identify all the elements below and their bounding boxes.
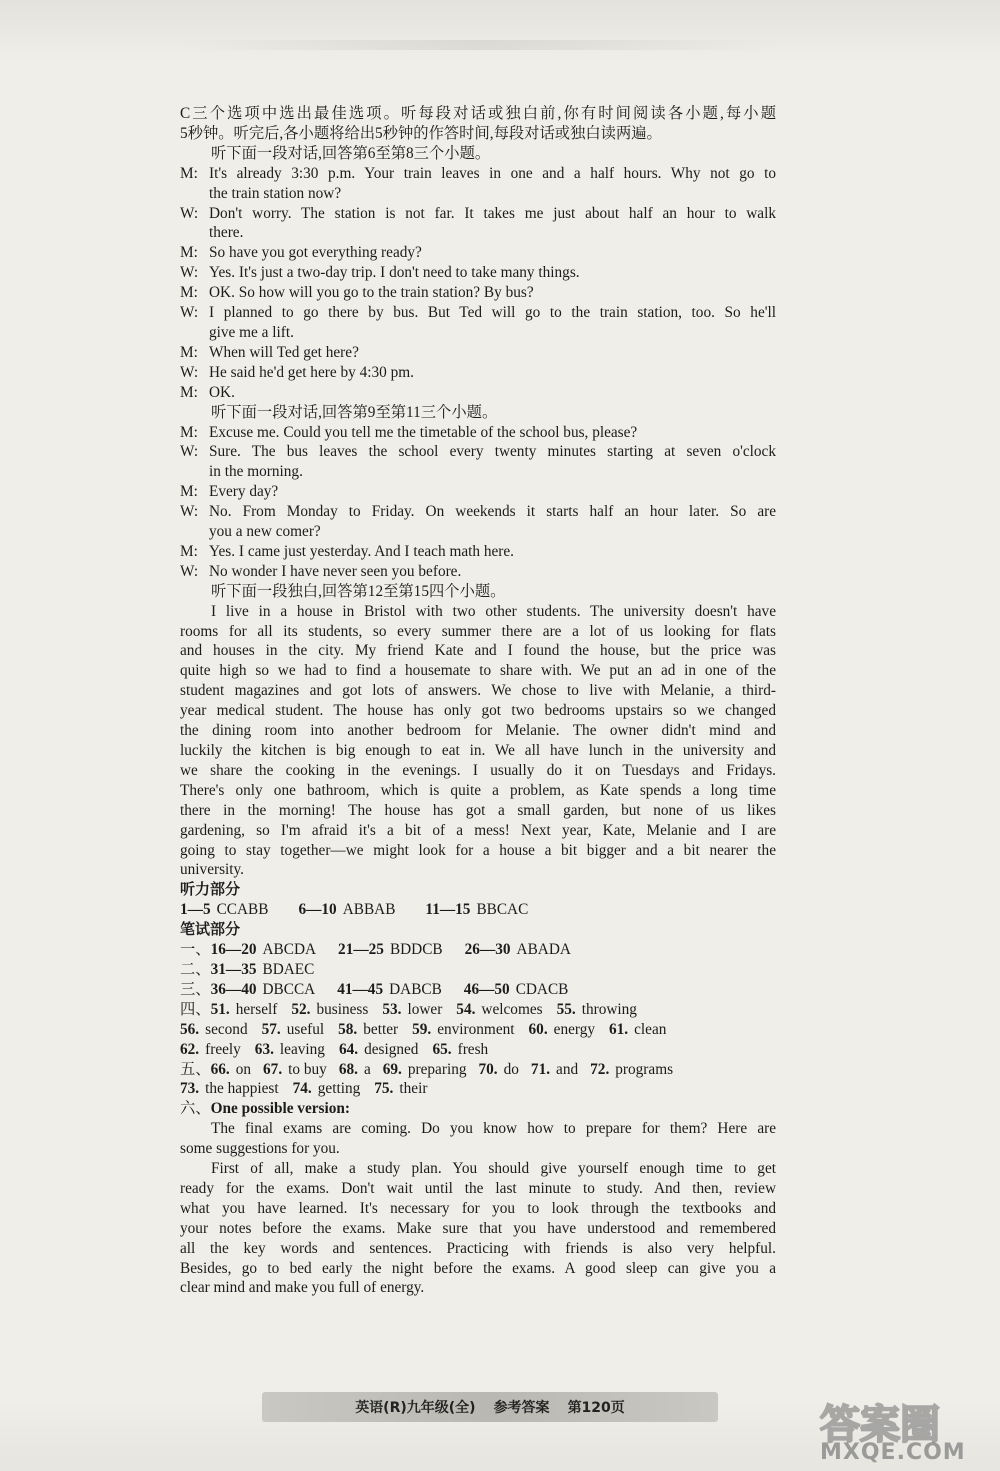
footer-subject: 英语(R)九年级(全) xyxy=(355,1400,476,1416)
answer-key: 59. xyxy=(412,1020,432,1038)
answer-value: energy xyxy=(553,1020,595,1038)
answer-value: the happiest xyxy=(205,1080,279,1098)
dialogue-text: Don't worry. The station is not far. It takes me just about half an hour to walk xyxy=(209,204,776,222)
writing-section-title: 笔试部分 xyxy=(180,920,241,939)
dialogue-line xyxy=(180,423,776,443)
answer-group xyxy=(263,1060,327,1080)
speaker-label: M: xyxy=(180,284,198,302)
dialogue-1 xyxy=(180,164,776,403)
essay-line: The final exams are coming. Do you know how to prepare for them? Here are xyxy=(211,1120,776,1138)
part-2-answers xyxy=(180,960,776,980)
essay-line: Besides, go to bed early the night before the exams. A good sleep can give you a xyxy=(180,1259,776,1277)
essay-line: what you have learned. It's necessary for you to look through the textbooks and xyxy=(180,1199,776,1217)
answer-group xyxy=(425,900,528,920)
dialogue-text: He said he'd get here by 4:30 pm. xyxy=(209,363,414,381)
answer-value: on xyxy=(235,1060,252,1078)
monologue-line: and houses in the city. My friend Kate and I found the house, but the price was xyxy=(180,642,776,660)
intro-line-3: 听下面一段对话,回答第6至第8三个小题。 xyxy=(211,144,491,162)
answer-group xyxy=(291,1000,368,1020)
part-4-answers-row-2 xyxy=(180,1020,776,1040)
answer-key: 72. xyxy=(590,1060,610,1078)
answer-value: designed xyxy=(364,1040,419,1058)
answer-group xyxy=(383,1060,467,1080)
speaker-label: M: xyxy=(180,383,198,401)
monologue-line: year medical student. The house has only got two bedrooms upstairs so we changed xyxy=(180,702,776,720)
dialogue-text: the train station now? xyxy=(209,184,342,202)
answer-key: 55. xyxy=(556,1000,576,1018)
answer-key: 36—40 xyxy=(210,980,257,998)
dialogue-line xyxy=(180,184,776,204)
answer-group xyxy=(180,980,315,1000)
answer-key: 73. xyxy=(180,1080,200,1098)
monologue-line: I live in a house in Bristol with two other students. The university doesn't have xyxy=(211,602,776,620)
monologue-line: the dining room into another bedroom for Melanie. The owner didn't mind and xyxy=(180,722,776,740)
answer-value: a xyxy=(363,1060,371,1078)
dialogue-line xyxy=(180,164,776,184)
intro-monologue: 听下面一段独白,回答第12至第15四个小题。 xyxy=(211,582,506,600)
part-5-answers-row-2 xyxy=(180,1079,776,1099)
essay-line: all the key words and sentences. Practicing with friends is also very helpful. xyxy=(180,1239,776,1257)
part-label: 二、 xyxy=(180,960,211,978)
answer-key: 56. xyxy=(180,1020,200,1038)
answer-key: 68. xyxy=(338,1060,358,1078)
answer-key: 41—45 xyxy=(337,980,384,998)
dialogue-line xyxy=(180,542,776,562)
answer-key: 53. xyxy=(382,1000,402,1018)
part-4-answers-row-1 xyxy=(180,1000,776,1020)
answer-key: 69. xyxy=(382,1060,402,1078)
answer-value: welcomes xyxy=(481,1000,543,1018)
answer-value: do xyxy=(503,1060,519,1078)
monologue-line: we share the cooking in the evenings. I usually do it on Tuesdays and Fridays. xyxy=(180,761,776,779)
answer-value: DABCB xyxy=(389,980,442,998)
answer-key: 63. xyxy=(254,1040,274,1058)
answer-group xyxy=(531,1060,578,1080)
answer-group xyxy=(464,980,569,1000)
dialogue-line xyxy=(180,323,776,343)
answer-key: 26—30 xyxy=(464,941,511,959)
page-footer xyxy=(262,1392,718,1422)
answer-key: 58. xyxy=(338,1020,358,1038)
answer-key: 31—35 xyxy=(210,960,257,978)
dialogue-text: I planned to go there by bus. But Ted will go to the train station, too. So he'll xyxy=(209,304,776,322)
answer-value: BDAEC xyxy=(262,960,315,978)
dialogue-text: OK. So how will you go to the train station? By bus? xyxy=(209,284,534,302)
dialogue-text: Excuse me. Could you tell me the timetable of the school bus, please? xyxy=(209,423,638,441)
monologue-line: there in the morning! The house has got a small garden, but none of us likes xyxy=(180,801,776,819)
answer-group xyxy=(374,1079,427,1099)
answer-key: 11—15 xyxy=(425,901,471,919)
answer-value: programs xyxy=(615,1060,674,1078)
answer-group xyxy=(412,1020,514,1040)
dialogue-line xyxy=(180,522,776,542)
answer-value: environment xyxy=(437,1020,515,1038)
speaker-label: M: xyxy=(180,164,198,182)
dialogue-line xyxy=(180,562,776,582)
answer-group xyxy=(609,1020,666,1040)
monologue-line: rooms for all its students, so every summer there are a lot of us looking for flats xyxy=(180,622,776,640)
part-label: 五、 xyxy=(180,1060,211,1078)
answer-key: 64. xyxy=(338,1040,359,1058)
answer-group xyxy=(298,900,395,920)
dialogue-text: OK. xyxy=(209,383,235,401)
answer-value: DBCCA xyxy=(262,980,316,998)
monologue-line: student magazines and got lots of answers. We chose to live with Melanie, a third- xyxy=(180,682,776,700)
answer-key: 46—50 xyxy=(463,980,510,998)
answer-group xyxy=(180,1020,248,1040)
answer-value: business xyxy=(316,1000,369,1018)
dialogue-text: No wonder I have never seen you before. xyxy=(209,562,462,580)
answer-group xyxy=(432,1040,488,1060)
part-1-answers xyxy=(180,940,776,960)
speaker-label: W: xyxy=(180,443,199,461)
speaker-label: W: xyxy=(180,204,199,222)
monologue-line: quite high so we had to find a housemate to share with. We put an ad in one of the xyxy=(180,662,776,680)
intro-line-1: C三个选项中选出最佳选项。听每段对话或独白前,你有时间阅读各小题,每小题 xyxy=(180,105,776,122)
answer-group xyxy=(180,1079,279,1099)
dialogue-text: Sure. The bus leaves the school every twenty minutes starting at seven o'clock xyxy=(209,443,776,461)
answer-key: 66. xyxy=(210,1060,230,1078)
answer-value: leaving xyxy=(279,1040,325,1058)
answer-group xyxy=(180,900,268,920)
answer-key: 74. xyxy=(292,1080,312,1098)
speaker-label: W: xyxy=(180,503,199,521)
answer-group xyxy=(382,1000,442,1020)
speaker-label: M: xyxy=(180,483,198,501)
answer-key: 57. xyxy=(261,1020,281,1038)
speaker-label: W: xyxy=(180,363,199,381)
monologue-line: luckily the kitchen is big enough to eat in. We all have lunch in the university and xyxy=(180,742,776,759)
dialogue-text: Every day? xyxy=(209,483,279,501)
intro-dialogue-2: 听下面一段对话,回答第9至第11三个小题。 xyxy=(211,403,498,421)
answer-group xyxy=(339,1040,419,1060)
answer-value: throwing xyxy=(581,1000,637,1018)
dialogue-line xyxy=(180,243,776,263)
watermark-site: MXQE.COM xyxy=(820,1440,966,1465)
answer-key: 60. xyxy=(528,1020,548,1038)
monologue-line: university. xyxy=(180,861,245,879)
essay-line: clear mind and make you full of energy. xyxy=(180,1279,425,1297)
answer-key: 70. xyxy=(478,1060,498,1078)
answer-value: second xyxy=(205,1020,248,1038)
answer-group xyxy=(262,1020,325,1040)
dialogue-line xyxy=(180,263,776,283)
answer-key: 1—5 xyxy=(180,901,211,919)
essay-line: ready for the exams. Don't wait until the last minute to study. And then, review xyxy=(180,1179,776,1197)
essay-line: your notes before the exams. Make sure that you have understood and remembered xyxy=(180,1219,776,1237)
speaker-label: M: xyxy=(180,542,198,560)
essay-paragraph-2 xyxy=(180,1159,776,1298)
answer-value: ABBAB xyxy=(342,901,396,919)
dialogue-line xyxy=(180,482,776,502)
answer-group xyxy=(255,1040,325,1060)
intro-line-2: 5秒钟。听完后,各小题将给出5秒钟的作答时间,每段对话或独白读两遍。 xyxy=(180,124,662,142)
answer-group xyxy=(180,940,316,960)
answer-group xyxy=(293,1079,361,1099)
watermark-logo-text: 答案圈 xyxy=(820,1402,940,1448)
answer-group xyxy=(479,1060,519,1080)
monologue-line: going to stay together—we might look for a house a bit bigger and a bit nearer the xyxy=(180,841,776,859)
part-6-title: One possible version: xyxy=(210,1100,350,1118)
dialogue-2 xyxy=(180,423,776,582)
answer-group xyxy=(590,1060,673,1080)
dialogue-text: It's already 3:30 p.m. Your train leaves in one and a half hours. Why not go to xyxy=(209,164,776,182)
answer-value: preparing xyxy=(407,1060,467,1078)
part-label: 三、 xyxy=(180,980,211,998)
dialogue-line xyxy=(180,283,776,303)
part-3-answers xyxy=(180,980,776,1000)
answer-group xyxy=(180,1000,277,1020)
listening-section-title: 听力部分 xyxy=(180,880,241,899)
answer-group xyxy=(180,1060,251,1080)
footer-page-number: 第120页 xyxy=(567,1400,625,1416)
answer-key: 62. xyxy=(180,1040,200,1058)
answer-group xyxy=(180,960,314,980)
answer-value: ABADA xyxy=(516,941,571,959)
answer-value: clean xyxy=(634,1020,667,1038)
answer-key: 54. xyxy=(456,1000,476,1018)
answer-key: 71. xyxy=(530,1060,551,1078)
answer-value: lower xyxy=(407,1000,443,1018)
dialogue-text: When will Ted get here? xyxy=(209,343,359,361)
dialogue-line xyxy=(180,223,776,243)
answer-group xyxy=(338,1020,398,1040)
answer-key: 51. xyxy=(210,1000,230,1018)
dialogue-text: Yes. I came just yesterday. And I teach math here. xyxy=(209,542,514,560)
dialogue-line xyxy=(180,204,776,224)
speaker-label: M: xyxy=(180,343,198,361)
monologue-line: There's only one bathroom, which is quite a problem, as Kate spends a long time xyxy=(180,781,776,799)
answer-value: CCABB xyxy=(216,901,269,919)
answer-value: getting xyxy=(317,1080,361,1098)
answer-value: ABCDA xyxy=(262,941,317,959)
footer-section: 参考答案 xyxy=(493,1400,550,1416)
speaker-label: W: xyxy=(180,264,199,282)
monologue-line: gardening, so I'm afraid it's a bit of a mess! Next year, Kate, Melanie and I are xyxy=(180,821,776,839)
essay-line: some suggestions for you. xyxy=(180,1140,340,1158)
dialogue-line xyxy=(180,502,776,522)
answer-group xyxy=(339,1060,371,1080)
answer-key: 61. xyxy=(609,1020,629,1038)
answer-value: BBCAC xyxy=(476,901,529,919)
answer-value: better xyxy=(363,1020,399,1038)
answer-content xyxy=(180,104,776,1298)
dialogue-line xyxy=(180,363,776,383)
dialogue-text: No. From Monday to Friday. On weekends it starts half an hour later. So are xyxy=(209,503,776,521)
answer-value: CDACB xyxy=(515,980,569,998)
dialogue-line xyxy=(180,343,776,363)
answer-group xyxy=(337,980,442,1000)
answer-value: their xyxy=(399,1080,428,1098)
answer-value: fresh xyxy=(457,1040,489,1058)
answer-key: 6—10 xyxy=(298,901,337,919)
answer-key: 16—20 xyxy=(210,941,257,959)
answer-value: freely xyxy=(205,1040,241,1058)
answer-group xyxy=(557,1000,637,1020)
bleed-through-shadow xyxy=(180,40,780,50)
speaker-label: W: xyxy=(180,304,199,322)
answer-key: 65. xyxy=(432,1040,452,1058)
answer-key: 21—25 xyxy=(338,941,384,959)
part-5-answers-row-1 xyxy=(180,1060,776,1080)
dialogue-text: So have you got everything ready? xyxy=(209,244,422,262)
part-4-answers-row-3 xyxy=(180,1040,776,1060)
answer-group xyxy=(456,1000,542,1020)
answer-group xyxy=(180,1040,241,1060)
dialogue-line xyxy=(180,383,776,403)
dialogue-text: give me a lift. xyxy=(209,323,294,341)
speaker-label: W: xyxy=(180,562,199,580)
answer-value: to buy xyxy=(288,1060,327,1078)
part-label: 一、 xyxy=(180,941,211,959)
dialogue-line xyxy=(180,462,776,482)
dialogue-text: there. xyxy=(209,224,244,242)
dialogue-text: in the morning. xyxy=(209,463,303,481)
essay-line: First of all, make a study plan. You should give yourself enough time to get xyxy=(211,1160,776,1178)
monologue xyxy=(180,602,776,881)
answer-group xyxy=(529,1020,595,1040)
part-label: 四、 xyxy=(180,1000,211,1018)
dialogue-line xyxy=(180,442,776,462)
answer-value: BDDCB xyxy=(389,941,443,959)
part-6-heading xyxy=(180,1099,776,1119)
essay-paragraph-1 xyxy=(180,1119,776,1159)
answer-value: and xyxy=(556,1060,579,1078)
answer-key: 67. xyxy=(263,1060,283,1078)
answer-value: useful xyxy=(286,1020,325,1038)
answer-group xyxy=(338,940,443,960)
speaker-label: M: xyxy=(180,244,198,262)
answer-group xyxy=(465,940,571,960)
answer-key: 52. xyxy=(291,1000,311,1018)
dialogue-text: you a new comer? xyxy=(209,523,321,541)
speaker-label: M: xyxy=(180,423,198,441)
listening-answers xyxy=(180,900,776,920)
part-6-label: 六、 xyxy=(180,1100,211,1118)
dialogue-line xyxy=(180,303,776,323)
answer-key: 75. xyxy=(374,1080,394,1098)
dialogue-text: Yes. It's just a two-day trip. I don't need to take many things. xyxy=(209,264,580,282)
answer-value: herself xyxy=(235,1000,278,1018)
